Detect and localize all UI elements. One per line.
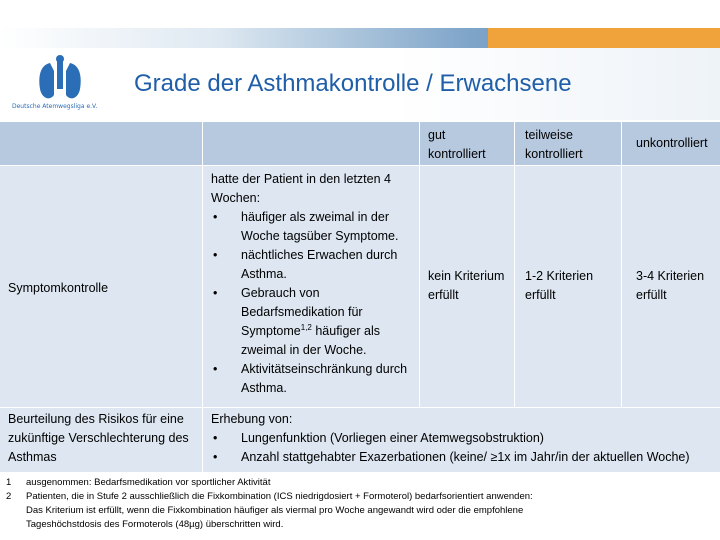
header-accent-stripe bbox=[488, 28, 720, 48]
list-item: • Anzahl stattgehabter Exazerbationen (keine/ ≥1x im Jahr/in der aktuellen Woche) bbox=[211, 448, 712, 467]
footnote: 1 ausgenommen: Bedarfsmedikation vor sportlicher Aktivität bbox=[6, 477, 271, 488]
column-header-unkontrolliert: unkontrolliert bbox=[622, 122, 720, 165]
symptom-criteria-cell bbox=[203, 166, 419, 407]
column-header-gut: gut kontrolliert bbox=[420, 122, 514, 165]
list-item: • Aktivitätseinschränkung durch Asthma. bbox=[211, 360, 411, 398]
logo-text: Deutsche Atemwegsliga e.V. bbox=[12, 103, 98, 110]
symptom-unkontrolliert-value: 3-4 Kriterien erfüllt bbox=[636, 269, 705, 302]
footnote: Das Kriterium ist erfüllt, wenn die Fixkombination häufiger als viermal pro Woche angewandt wird oder die empfohlene bbox=[26, 505, 524, 516]
symptom-label: Symptomkontrolle bbox=[8, 281, 109, 295]
risk-label: Beurteilung des Risikos für eine zukünftige Verschlechterung des Asthmas bbox=[8, 412, 189, 464]
symptom-gut-cell bbox=[420, 166, 514, 407]
list-item: • Gebrauch von Bedarfsmedikation für Symptome$^{1,2}$ häufiger als zweimal in der Woche. bbox=[211, 284, 411, 360]
risk-content-cell bbox=[203, 408, 720, 472]
symptom-teilweise-value: 1-2 Kriterien erfüllt bbox=[525, 269, 594, 302]
header-cell-label bbox=[0, 122, 202, 165]
symptom-intro: hatte der Patient in den letzten 4 Wochen: bbox=[211, 172, 391, 205]
symptom-teilweise-cell bbox=[515, 166, 621, 407]
risk-intro: Erhebung von: bbox=[211, 412, 293, 426]
list-item: • nächtliches Erwachen durch Asthma. bbox=[211, 246, 411, 284]
column-header-teilweise: teilweise kontrolliert bbox=[515, 122, 621, 165]
list-item: • Lungenfunktion (Vorliegen einer Atemwegsobstruktion) bbox=[211, 429, 712, 448]
top-band bbox=[0, 0, 720, 28]
symptom-unkontrolliert-cell bbox=[622, 166, 720, 407]
page-title: Grade der Asthmakontrolle / Erwachsene bbox=[134, 70, 572, 97]
symptom-criteria-list bbox=[211, 208, 411, 398]
header-cell-criteria bbox=[203, 122, 419, 165]
footnote: 2 Patienten, die in Stufe 2 ausschließlich die Fixkombination (ICS niedrigdosiert + Formoterol) bedarfsorientiert anwenden: bbox=[6, 491, 533, 502]
symptom-label-cell bbox=[0, 166, 202, 407]
footnote: Tageshöchstdosis des Formoterols (48µg) überschritten wird. bbox=[26, 519, 284, 530]
risk-label-cell bbox=[0, 408, 202, 472]
risk-list bbox=[211, 429, 712, 467]
footnotes bbox=[6, 476, 712, 532]
list-item: • häufiger als zweimal in der Woche tagsüber Symptome. bbox=[211, 208, 411, 246]
symptom-gut-value: kein Kriterium erfüllt bbox=[428, 269, 505, 302]
